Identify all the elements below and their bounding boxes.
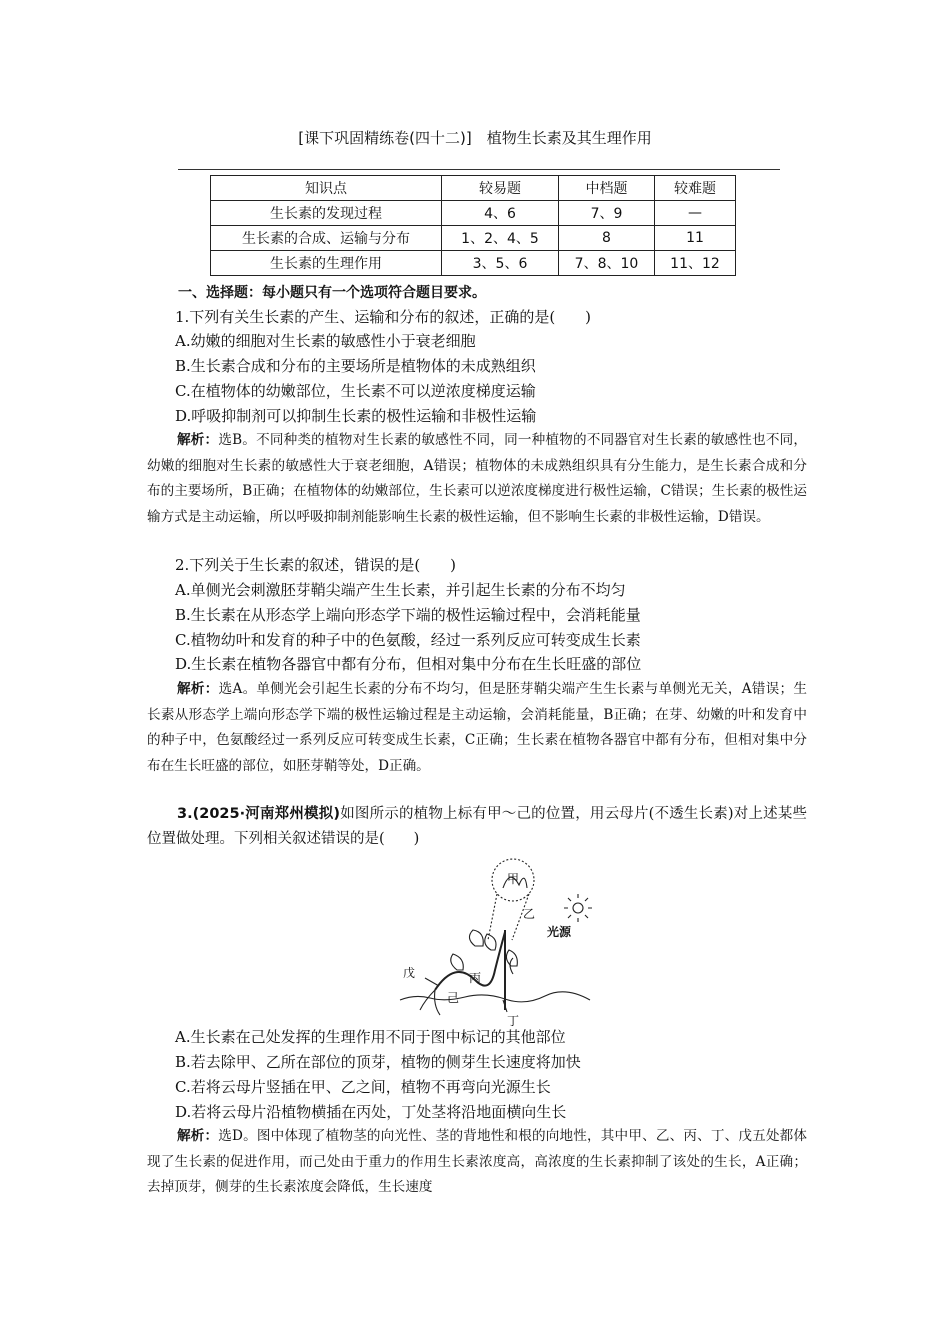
q2-option-b: B.生长素在从形态学上端向形态学下端的极性运输过程中，会消耗能量 [175, 606, 641, 624]
table-cell: 生长素的合成、运输与分布 [211, 226, 442, 251]
q3-option-a: A.生长素在己处发挥的生理作用不同于图中标记的其他部位 [175, 1028, 566, 1046]
q2-option-d: D.生长素在植物各器官中都有分布，但相对集中分布在生长旺盛的部位 [175, 655, 642, 673]
q2-option-a: A.单侧光会刺激胚芽鞘尖端产生生长素，并引起生长素的分布不均匀 [175, 581, 626, 599]
q1-option-b: B.生长素合成和分布的主要场所是植物体的未成熟组织 [175, 357, 536, 375]
leaf [469, 930, 483, 946]
table-cell: 7、8、10 [559, 251, 655, 276]
analysis-label: 解析： [177, 432, 219, 448]
label-jia: 甲 [507, 872, 520, 886]
table-cell: 生长素的发现过程 [211, 201, 442, 226]
sun-icon [573, 903, 583, 913]
table-header-cell: 知识点 [211, 176, 442, 201]
page-title: [课下巩固精练卷(四十二)] 植物生长素及其生理作用 [298, 129, 652, 147]
table-cell: 8 [559, 226, 655, 251]
label-pointer [425, 978, 439, 986]
table-row [211, 201, 736, 226]
table-cell: 11、12 [655, 251, 736, 276]
table-cell: 生长素的生理作用 [211, 251, 442, 276]
table-header-row [211, 176, 736, 201]
analysis-label: 解析： [177, 681, 219, 697]
knowledge-table [210, 175, 736, 276]
root [420, 990, 440, 1015]
leaf [451, 954, 464, 970]
table-cell: 11 [655, 226, 736, 251]
q2-analysis [147, 677, 807, 779]
plant-figure [395, 850, 595, 1030]
table-row [211, 226, 736, 251]
title-divider [178, 169, 780, 170]
analysis-text: 选D。图中体现了植物茎的向光性、茎的背地性和根的向地性，其中甲、乙、丙、丁、戊五处都体现了生长素的促进作用，而己处由于重力的作用生长素浓度高，高浓度的生长素抑制了该处的生长，A正确；去掉顶芽，侧芽的生长素浓度会降低，生长速度 [147, 1128, 807, 1196]
q2-option-c: C.植物幼叶和发育的种子中的色氨酸，经过一系列反应可转变成生长素 [175, 631, 641, 649]
question-text: 如图所示的植物上标有甲～己的位置，用云母片(不透生长素)对上述某些位置做处理。下列相关叙述错误的是( ) [147, 806, 808, 847]
label-light-source: 光源 [547, 925, 572, 939]
leaf [485, 934, 496, 950]
table-header-cell: 中档题 [559, 176, 655, 201]
sun-rays-icon [564, 894, 592, 922]
q3-option-b: B.若去除甲、乙所在部位的顶芽，植物的侧芽生长速度将加快 [175, 1053, 581, 1071]
q1-option-c: C.在植物体的幼嫩部位，生长素不可以逆浓度梯度运输 [175, 382, 536, 400]
table-cell: — [655, 201, 736, 226]
question-2-stem: 2.下列关于生长素的叙述，错误的是( ) [175, 556, 457, 574]
q3-option-c: C.若将云母片竖插在甲、乙之间，植物不再弯向光源生长 [175, 1078, 551, 1096]
table-cell: 7、9 [559, 201, 655, 226]
leaf [506, 950, 517, 966]
analysis-label: 解析： [177, 1128, 219, 1144]
question-1-stem: 1.下列有关生长素的产生、运输和分布的叙述，正确的是( ) [175, 308, 592, 326]
q1-analysis [147, 428, 807, 530]
table-cell: 4、6 [442, 201, 559, 226]
analysis-text: 选A。单侧光会引起生长素的分布不均匀，但是胚芽鞘尖端产生生长素与单侧光无关，A错误；生长素从形态学上端向形态学下端的极性运输过程是主动运输，会消耗能量，B正确；在芽、幼嫩的叶和发育中的种子中，色氨酸经过一系列反应可转变成生长素，C正确；生长素在植物各器官中都有分布，但相对集中分布在生长旺盛的部位，如胚芽鞘等处，D正确。 [147, 681, 808, 774]
table-cell: 1、2、4、5 [442, 226, 559, 251]
q3-option-d: D.若将云母片沿植物横插在丙处，丁处茎将沿地面横向生长 [175, 1103, 567, 1121]
q1-option-d: D.呼吸抑制剂可以抑制生长素的极性运输和非极性运输 [175, 407, 537, 425]
table-row [211, 251, 736, 276]
question-source: 3.(2025·河南郑州模拟) [177, 806, 341, 822]
label-wu: 戊 [403, 966, 416, 980]
q3-analysis [147, 1124, 807, 1201]
label-yi: 乙 [523, 907, 536, 921]
analysis-text: 选B。不同种类的植物对生长素的敏感性不同，同一种植物的不同器官对生长素的敏感性也不同，幼嫩的细胞对生长素的敏感性大于衰老细胞，A错误；植物体的未成熟组织具有分生能力，是生长素合成和分布的主要场所，B正确；在植物体的幼嫩部位，生长素可以逆浓度梯度进行极性运输，C错误；生长素的极性运输方式是主动运输，所以呼吸抑制剂能影响生长素的极性运输，但不影响生长素的非极性运输，D错误。 [147, 432, 807, 525]
label-bing: 丙 [469, 971, 482, 985]
question-3-stem [147, 802, 807, 852]
q1-option-a: A.幼嫩的细胞对生长素的敏感性小于衰老细胞 [175, 332, 476, 350]
label-ji: 己 [447, 991, 460, 1005]
label-ding: 丁 [507, 1014, 520, 1028]
table-cell: 3、5、6 [442, 251, 559, 276]
table-header-cell: 较易题 [442, 176, 559, 201]
table-header-cell: 较难题 [655, 176, 736, 201]
section-title: 一、选择题：每小题只有一个选项符合题目要求。 [178, 285, 486, 301]
